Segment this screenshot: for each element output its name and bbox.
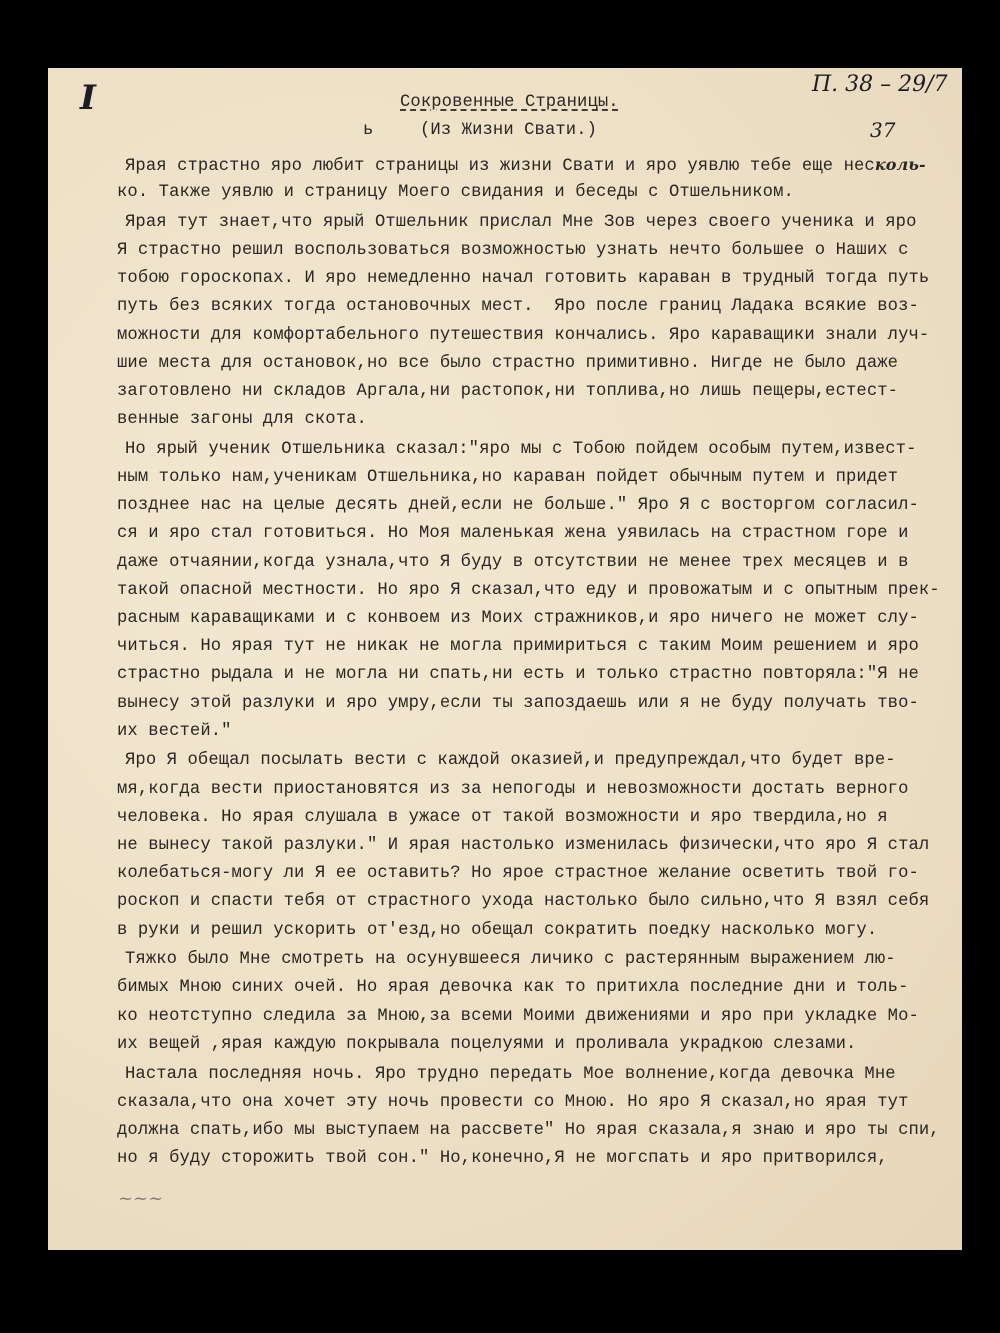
text-line: ко неотступно следила за Мною,за всеми Моими движениями и яро при укладке Мо- bbox=[117, 1006, 919, 1026]
text-line: сказала,что она хочет эту ночь провести со Мною. Но яро Я сказал,но ярая тут bbox=[117, 1092, 909, 1112]
paragraph bbox=[117, 747, 940, 944]
text-line: даже отчаянии,когда узнала,что Я буду в отсутствии не менее трех месяцев и в bbox=[117, 552, 909, 572]
text-line: ным только нам,ученикам Отшельника,но караван пойдет обычным путем и придет bbox=[117, 468, 899, 488]
page-number: 37 bbox=[870, 118, 896, 142]
archive-reference: П. 38 – 29/7 bbox=[812, 72, 948, 97]
text-line: Яро Я обещал посылать вести с каждой оказией,и предупреждал,что будет вре- bbox=[125, 751, 896, 771]
margin-mark: ь bbox=[363, 121, 374, 140]
text-line: заготовлено ни складов Аргала,ни растопок,ни топлива,но лишь пещеры,естест- bbox=[117, 382, 899, 401]
text-line: но я буду сторожить твой сон." Но,конечно,Я не могспать и яро притворился, bbox=[117, 1149, 888, 1169]
text-line: ко. Также уявлю и страницу Моего свидания и беседы с Отшельником. bbox=[117, 183, 794, 203]
handwritten-insert: коль- bbox=[874, 155, 926, 174]
document-title: Сокровенные Страницы. bbox=[400, 93, 619, 112]
text-line: позднее нас на целые десять дней,если не больше." Яро Я с восторгом согласил- bbox=[117, 496, 919, 516]
text-line: роскоп и спасти тебя от страстного ухода настолько было сильно,что Я взял себя bbox=[117, 892, 930, 912]
roman-numeral-annotation: I bbox=[80, 78, 96, 118]
text-line: Но ярый ученик Отшельника сказал:"яро мы с Тобою пойдем особым путем,извест- bbox=[125, 439, 917, 459]
document-body bbox=[117, 151, 940, 1175]
text-line: их вестей." bbox=[117, 721, 232, 741]
text-line: ся и яро стал готовиться. Но Моя маленькая жена уявилась на страстном горе и bbox=[117, 524, 909, 544]
text-line: читься. Но ярая тут не никак не могла примириться с таким Моим решением и яро bbox=[117, 637, 919, 657]
text-line: можности для комфортабельного путешествия кончались. Яро караващики знали луч- bbox=[117, 325, 930, 345]
text-line: должна спать,ибо мы выступаем на рассвете" Но ярая сказала,я знаю и яро ты спи, bbox=[117, 1120, 940, 1140]
text-line: страстно рыдала и не могла ни спать,ни есть и только страстно повторяла:"Я не bbox=[117, 665, 919, 685]
text-line: Настала последняя ночь. Яро трудно передать Мое волнение,когда девочка Мне bbox=[125, 1064, 896, 1084]
paragraph bbox=[117, 946, 940, 1059]
text-line: их вещей ,ярая каждую покрывала поцелуями и проливала украдкою слезами. bbox=[117, 1034, 857, 1054]
text-line: в руки и решил ускорить от'езд,но обещал сократить поедку насколько могу. bbox=[117, 920, 878, 940]
text-line: шие места для остановок,но все было страстно примитивно. Нигде не было даже bbox=[117, 353, 899, 373]
document-subtitle: (Из Жизни Свати.) bbox=[420, 121, 598, 140]
text-line: человека. Но ярая слушала в ужасе от такой возможности и яро твердила,но я bbox=[117, 807, 888, 827]
text-line: такой опасной местности. Но яро Я сказал,что еду и провожатым и с опытным прек- bbox=[117, 580, 940, 600]
text-line: расным караващиками и с конвоем из Моих стражников,и яро ничего не может слу- bbox=[117, 609, 919, 628]
text-line: вынесу этой разлуки и яро умру,если ты запоздаешь или я не буду получать тво- bbox=[117, 693, 919, 713]
text-line: Тяжко было Мне смотреть на осунувшееся личико с растерянным выражением лю- bbox=[125, 950, 896, 970]
paragraph bbox=[117, 209, 940, 435]
text-line: колебаться-могу ли Я ее оставить? Но ярое страстное желание осветить твой го- bbox=[117, 864, 919, 884]
paragraph bbox=[117, 151, 940, 207]
text-line: Ярая страстно яро любит страницы из жизни Свати и яро уявлю тебе еще несколь- bbox=[125, 155, 926, 176]
bottom-scribble: ~~~ bbox=[118, 1188, 164, 1209]
text-line: Ярая тут знает,что ярый Отшельник прислал Мне Зов через своего ученика и яро bbox=[125, 212, 917, 232]
text-line: венные загоны для скота. bbox=[117, 410, 367, 430]
paragraph bbox=[117, 1061, 940, 1174]
text-line: бимых Мною синих очей. Но ярая девочка как то притихла последние дни и толь- bbox=[117, 978, 909, 998]
text-line: мя,когда вести приостановятся из за непогоды и невозможности достать верного bbox=[117, 779, 909, 799]
text-line: путь без всяких тогда остановочных мест. Яро после границ Ладака всякие воз- bbox=[117, 297, 919, 317]
text-line: Я страстно решил воспользоваться возможностью узнать нечто большее о Наших с bbox=[117, 241, 909, 261]
text-line: тобою гороскопах. И яро немедленно начал готовить караван в трудный тогда путь bbox=[117, 269, 930, 289]
paragraph bbox=[117, 436, 940, 746]
text-line: не вынесу такой разлуки." И ярая настолько изменилась физически,что яро Я стал bbox=[117, 836, 930, 855]
